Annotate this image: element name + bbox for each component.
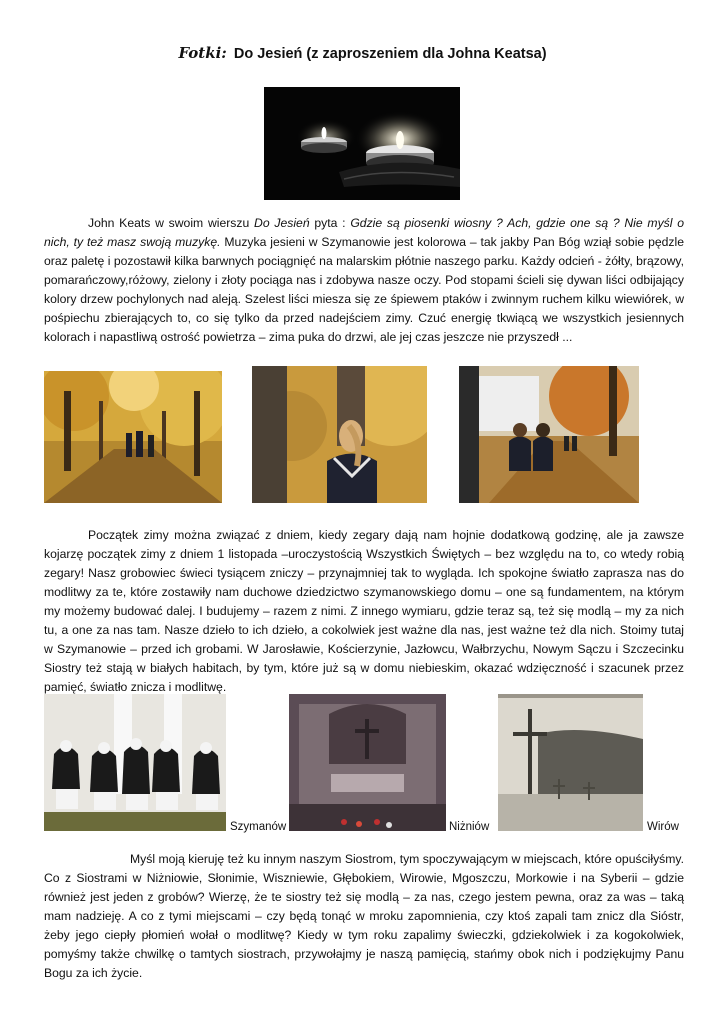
p1-intro: John Keats w swoim wierszu [88, 216, 255, 230]
caption-wirow: Wirów [647, 821, 679, 833]
title-prefix: Fotki: [178, 44, 227, 62]
caption-nizniow: Niżniów [449, 821, 490, 833]
sisters-walking-photo [459, 366, 639, 503]
p1-quote: Gdzie są piosenki wiosny ? Ach, gdzie one są ? Nie myśl o nich, ty też masz swoją muzykę. [44, 216, 685, 249]
paragraph-all-saints [44, 526, 684, 697]
title-text: Do Jesień (z zaproszeniem dla Johna Keatsa) [233, 46, 547, 62]
caption-szymanow: Szymanów [230, 821, 287, 833]
p1-poem-title: Do Jesień [254, 216, 310, 230]
candles-photo [264, 87, 460, 200]
p1-asks: pyta : [309, 216, 351, 230]
paragraph-other-sisters [44, 850, 684, 983]
page-title [0, 44, 725, 62]
wirow-cemetery-photo [498, 694, 643, 831]
paragraph-keats [44, 214, 684, 347]
nizniow-tomb-photo [289, 694, 446, 831]
p3-body: Myśl moją kieruję też ku innym naszym Siostrom, tym spoczywającym w miejscach, które opuściłyśmy. Co z Siostrami w Niżniowie, Słonimie, Wiszniewie, Głębokiem, Wirowie, Mgoszczu, Morkowie i na Syberii – gdzie również jest jeden z grobów? Wierzę, że te siostry też się modlą – za nas, czego jestem pewna, oraz za was – taką mam nadzieję. A co z tymi miejscami – czy będą tonąć w mroku zapomnienia, czy ktoś zapali tam znicz dla Sióstr, żeby jego ciepły płomień wołał o modlitwę? Kiedy w tym roku zapalimy świeczki, gdziekolwiek i za kogokolwiek, pomyśmy także chwilkę o tamtych siostrach, przywołajmy je naszą pamięcią, stańmy obok nich i podziękujmy Panu Bogu za ich życie. [44, 852, 684, 980]
p1-body: Muzyka jesieni w Szymanowie jest kolorowa – tak jakby Pan Bóg wziął sobie pędzle oraz paletę i pozostawił kilka barwnych pociągnięć na malarskim płótnie naszego parku. Każdy odcień - żółty, brązowy, pomarańczowy,różowy, zielony i złoty pociąga nas i zdobywa nasze oczy. Pod stopami ścieli się dywan liści odbijający kolory drzew pochylonych nad aleją. Szelest liści miesza się ze śpiewem ptaków i zwinnym ruchem kilku wiewiórek, w pośpiechu zbierających to, co się tylko da przed nadejściem zimy. Czuć energię tkwiącą we wszystkich jesiennych kolorach i napastliwą ostrość powietrza – zima puka do drzwi, ale jej czas jeszcze nie przyszedł ... [44, 235, 684, 344]
szymanow-graves-photo [44, 694, 226, 831]
p2-body: Początek zimy można związać z dniem, kiedy zegary dają nam hojnie dodatkową godzinę, ale ja zawsze kojarzę początek zimy z dniem 1 listopada –uroczystością Wszystkich Świętych – bez względu na to, co wtedy robią zegary! Nasz grobowiec świeci tysiącem zniczy – przynajmniej tak to wygląda. Ich spokojne światło zaprasza nas do modlitwy za te, które zostawiły nam duchowe dziedzictwo szymanowskiego domu – one są fundamentem, na którym my możemy budować dalej. I budujemy – razem z nimi. Z innego wymiaru, gdzie teraz są, też się modlą – my za nich tu, a one za nas tam. Nasze dzieło to ich dzieło, a cokolwiek jest ważne dla nas, jest ważne też dla nich. Stoimy tutaj w Szymanowie – przed ich grobami. W Jarosławie, Kościerzynie, Jazłowcu, Wałbrzychu, Nowym Sączu i Szczecinku Siostry też stają w białych habitach, by tym, które już są w domu niebieskim, okazać wdzięczność i szacunek przez pamięć, światło znicza i modlitwę. [44, 528, 684, 694]
girl-in-park-photo [252, 366, 427, 503]
autumn-alley-photo [44, 371, 222, 503]
